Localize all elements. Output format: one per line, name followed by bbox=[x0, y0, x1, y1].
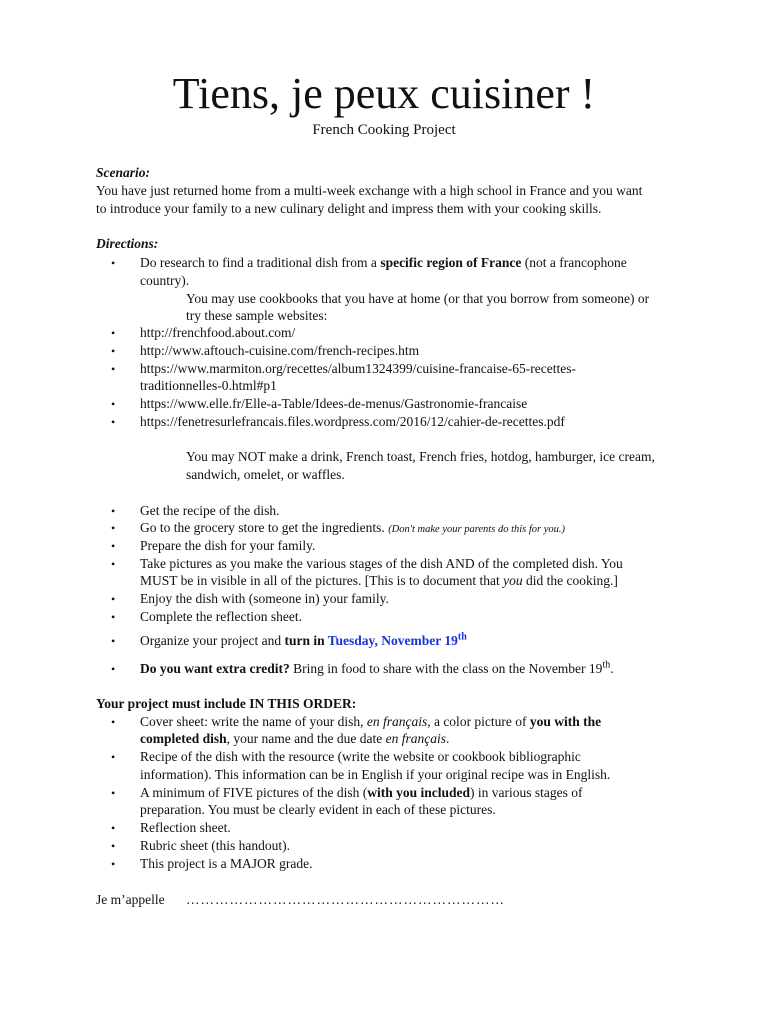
cookbook-note-line-2: try these sample websites: bbox=[186, 308, 328, 323]
due-date: Tuesday, November 19 bbox=[327, 633, 458, 648]
bullet: • bbox=[111, 592, 116, 606]
url-link[interactable]: https://www.marmiton.org/recettes/album1324399/cuisine-francaise-65-recettes- bbox=[140, 361, 576, 376]
bullet: • bbox=[111, 662, 116, 676]
scenario-heading: Scenario: bbox=[96, 165, 150, 180]
bullet: • bbox=[111, 362, 116, 376]
bullet: • bbox=[111, 539, 116, 553]
url-link-continuation[interactable]: traditionnelles-0.html#p1 bbox=[140, 378, 277, 393]
url-link[interactable]: http://frenchfood.about.com/ bbox=[140, 325, 296, 340]
bullet: • bbox=[111, 326, 116, 340]
step-grocery: Go to the grocery store to get the ingredients. (Don't make your parents do this for you.) bbox=[140, 520, 566, 535]
bullet: • bbox=[111, 821, 116, 835]
scenario-text-line-1: You have just returned home from a multi-week exchange with a high school in France and you want bbox=[96, 183, 643, 198]
bullet: • bbox=[111, 786, 116, 800]
bullet: • bbox=[111, 557, 116, 571]
step-extra-credit: Do you want extra credit? Bring in food to share with the class on the November 19th. bbox=[140, 659, 614, 676]
direction-item-research-line-2: country). bbox=[140, 273, 190, 288]
bullet: • bbox=[111, 750, 116, 764]
directions-heading: Directions: bbox=[96, 236, 159, 251]
bullet: • bbox=[111, 857, 116, 871]
direction-item-research: Do research to find a traditional dish from a specific region of France (not a francophone bbox=[140, 255, 627, 270]
include-cover-sheet-line-1: Cover sheet: write the name of your dish, en français, a color picture of you with the bbox=[140, 714, 602, 729]
include-reflection: Reflection sheet. bbox=[140, 820, 231, 835]
step-prepare: Prepare the dish for your family. bbox=[140, 538, 316, 553]
bullet: • bbox=[111, 415, 116, 429]
not-allowed-line-2: sandwich, omelet, or waffles. bbox=[186, 467, 345, 482]
step-get-recipe: Get the recipe of the dish. bbox=[140, 503, 280, 518]
page-subtitle: French Cooking Project bbox=[312, 122, 456, 138]
include-rubric: Rubric sheet (this handout). bbox=[140, 838, 290, 853]
include-cover-sheet-line-2: completed dish, your name and the due date en français. bbox=[140, 731, 450, 746]
url-link[interactable]: https://fenetresurlefrancais.files.wordpress.com/2016/12/cahier-de-recettes.pdf bbox=[140, 414, 565, 429]
include-pictures-line-2: preparation. You must be clearly evident in each of these pictures. bbox=[140, 802, 496, 817]
step-pictures-line-2: MUST be in visible in all of the pictures. [This is to document that you did the cooking.] bbox=[140, 573, 618, 588]
step-pictures-line-1: Take pictures as you make the various stages of the dish AND of the completed dish. You bbox=[140, 556, 623, 571]
page-title: Tiens, je peux cuisiner ! bbox=[172, 69, 596, 118]
bullet: • bbox=[111, 634, 116, 648]
name-label: Je m’appelle bbox=[96, 892, 165, 907]
step-reflection: Complete the reflection sheet. bbox=[140, 609, 302, 624]
url-link[interactable]: https://www.elle.fr/Elle-a-Table/Idees-de-menus/Gastronomie-francaise bbox=[140, 396, 528, 411]
bullet: • bbox=[111, 610, 116, 624]
bullet: • bbox=[111, 344, 116, 358]
step-enjoy: Enjoy the dish with (someone in) your family. bbox=[140, 591, 389, 606]
name-fill-line[interactable]: ………………………………………………………… bbox=[186, 892, 505, 907]
bullet: • bbox=[111, 839, 116, 853]
scenario-text-line-2: to introduce your family to a new culinary delight and impress them with your cooking skills. bbox=[96, 201, 602, 216]
bullet: • bbox=[111, 256, 116, 270]
include-pictures-line-1: A minimum of FIVE pictures of the dish (with you included) in various stages of bbox=[140, 785, 583, 800]
step-turn-in: Organize your project and turn in Tuesday, November 19th bbox=[140, 631, 467, 648]
url-link[interactable]: http://www.aftouch-cuisine.com/french-recipes.htm bbox=[140, 343, 420, 358]
include-recipe-line-1: Recipe of the dish with the resource (write the website or cookbook bibliographic bbox=[140, 749, 581, 764]
include-recipe-line-2: information). This information can be in English if your original recipe was in English. bbox=[140, 767, 611, 782]
bullet: • bbox=[111, 397, 116, 411]
bullet: • bbox=[111, 715, 116, 729]
not-allowed-line-1: You may NOT make a drink, French toast, French fries, hotdog, hamburger, ice cream, bbox=[186, 449, 655, 464]
include-heading: Your project must include IN THIS ORDER: bbox=[96, 696, 357, 711]
bullet: • bbox=[111, 504, 116, 518]
include-major-grade: This project is a MAJOR grade. bbox=[140, 856, 313, 871]
cookbook-note-line-1: You may use cookbooks that you have at home (or that you borrow from someone) or bbox=[186, 291, 650, 306]
bullet: • bbox=[111, 521, 116, 535]
